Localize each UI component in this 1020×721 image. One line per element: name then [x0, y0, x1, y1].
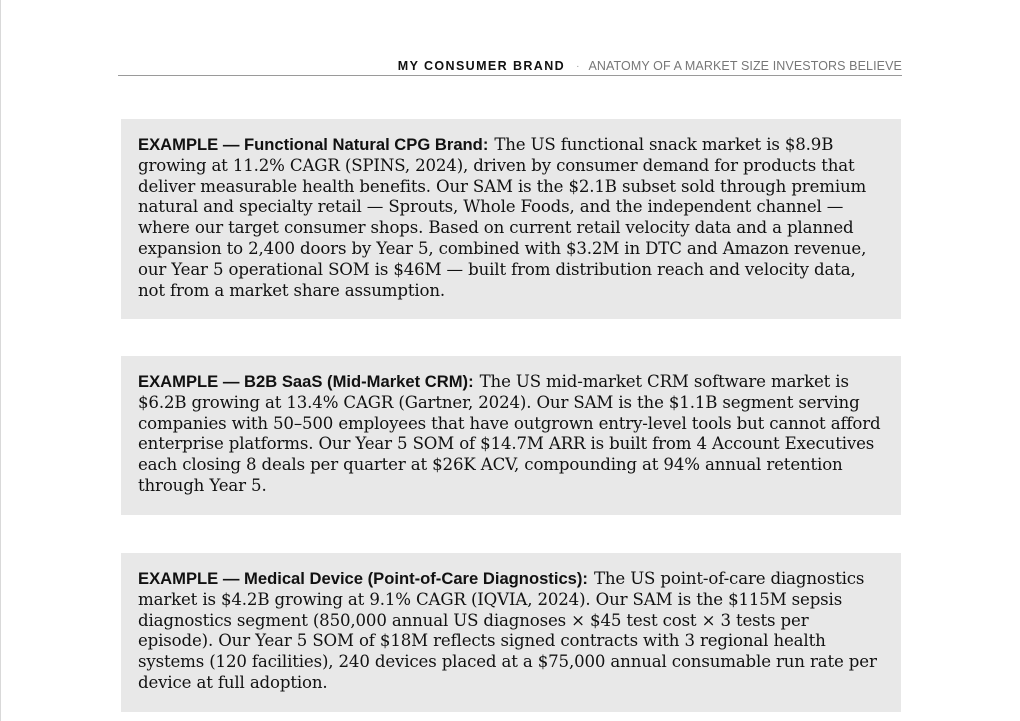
- page-header: [118, 57, 902, 76]
- example-card-saas: [121, 356, 901, 515]
- page-left-border: [0, 0, 1, 721]
- header-separator: ·: [576, 60, 580, 72]
- example-card-cpg: [121, 119, 901, 319]
- example-label: EXAMPLE — Medical Device (Point-of-Care Diagnostics):: [138, 569, 588, 588]
- example-body: The US point-of-care diagnostics market is $4.2B growing at 9.1% CAGR (IQVIA, 2024). Our SAM is the $115M sepsis diagnostics segment (850,000 annual US diagnoses × $45 test cost × 3 tests per episode). Our Year 5 SOM of $18M reflects signed contracts with 3 regional health systems (120 facilities), 240 devices placed at a $75,000 annual consumable run rate per device at full adoption.: [138, 569, 877, 692]
- example-body: The US functional snack market is $8.9B growing at 11.2% CAGR (SPINS, 2024), driven by consumer demand for products that deliver measurable health benefits. Our SAM is the $2.1B subset sold through premium natural and specialty retail — Sprouts, Whole Foods, and the independent channel — where our target consumer shops. Based on current retail velocity data and a planned expansion to 2,400 doors by Year 5, combined with $3.2M in DTC and Amazon revenue, our Year 5 operational SOM is $46M — built from distribution reach and velocity data, not from a market share assumption.: [138, 135, 867, 300]
- brand-name: MY CONSUMER BRAND: [397, 59, 566, 73]
- document-subtitle: ANATOMY OF A MARKET SIZE INVESTORS BELIEVE: [588, 59, 902, 73]
- example-label: EXAMPLE — Functional Natural CPG Brand:: [138, 135, 489, 154]
- example-body: The US mid-market CRM software market is $6.2B growing at 13.4% CAGR (Gartner, 2024). Our SAM is the $1.1B segment serving companies with 50–500 employees that have outgrown entry-level tools but cannot afford enterprise platforms. Our Year 5 SOM of $14.7M ARR is built from 4 Account Executives each closing 8 deals per quarter at $26K ACV, compounding at 94% annual retention through Year 5.: [138, 372, 881, 495]
- example-label: EXAMPLE — B2B SaaS (Mid-Market CRM):: [138, 372, 474, 391]
- example-card-medical-device: [121, 553, 901, 712]
